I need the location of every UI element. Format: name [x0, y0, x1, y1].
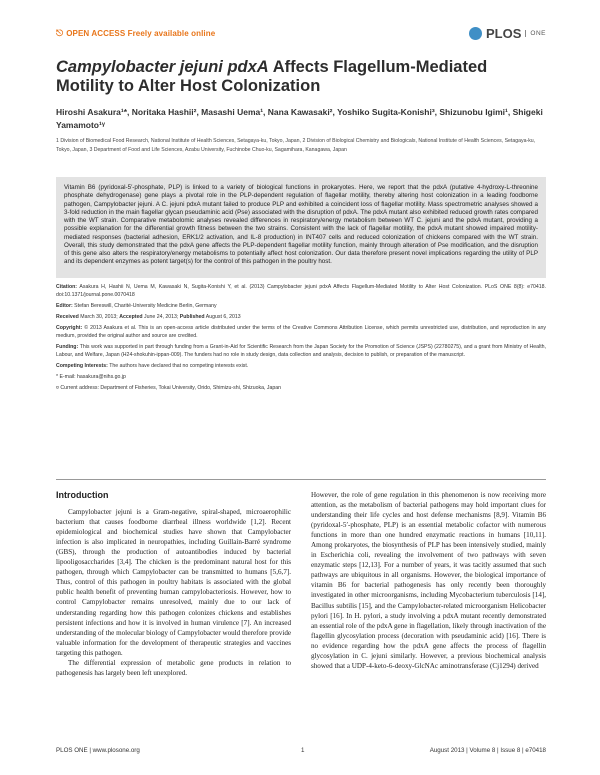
- affiliations: 1 Division of Biomedical Food Research, National Institute of Health Sciences, Setagaya-ku, Tokyo, Japan, 2 Division of Biological Chemistry and Biologicals, National Institute of Health Sciences, Setagaya-ku, Tokyo, Japan, 3 Department of Food and Life Sciences, Azabu University, Fuchinobe Chuo-ku, Sagamihara, Kanagawa, Japan: [56, 138, 536, 153]
- body-paragraph: The differential expression of metabolic gene products in relation to pathogenesis has largely been left unexplored.: [56, 658, 291, 677]
- section-heading-introduction: Introduction: [56, 490, 109, 500]
- section-divider: [56, 479, 546, 480]
- plos-one-sub: ONE: [525, 30, 546, 37]
- abstract-text: Vitamin B6 (pyridoxal-5′-phosphate, PLP) is linked to a variety of biological functions in prokaryotes. Here, we report that the pdxA (putative 4-hydroxy-L-threonine phosphate dehydrogenase) gene plays a pivotal role in the PLP-dependent regulation of flagellar motility, thereby altering host colonization in a leading foodborne pathogen, Campylobacter jejuni. A C. jejuni pdxA mutant failed to produce PLP and exhibited a coincident loss of flagellar motility. Mass spectrometric analyses showed a 3-fold reduction in the main flagellar glycan pseudaminic acid (Pse) associated with the disruption of pdxA. The pdxA mutant also exhibited reduced growth rates compared with the WT strain. Comparative metabolomic analyses revealed differences in respiratory/energy metabolism between WT C. jejuni and the pdxA mutant, providing a possible explanation for the differential growth fitness between the two strains. Consistent with the lack of flagellar motility, the pdxA mutant showed impaired motility-mediated responses (bacterial adhesion, ERK1/2 activation, and IL-8 production) in INT407 cells and reduced colonization of chickens compared with the WT strain. Overall, this study demonstrated that the pdxA gene affects the PLP-dependent flagellar motility function, mainly through alteration of Pse modification, and the disruption of this gene also alters the respiratory/energy metabolisms to potentially affect host colonization. Our data therefore present novel implications regarding the utility of PLP and its dependent enzymes as potent target(s) for the control of this pathogen in the poultry host.: [64, 184, 538, 266]
- current-address: ¤ Current address: Department of Fisheries, Tokai University, Orido, Shimizu-shi, Shizuoka, Japan: [56, 385, 281, 391]
- journal-header: [56, 24, 546, 42]
- body-paragraph: Campylobacter jejuni is a Gram-negative, spiral-shaped, microaerophilic bacterium that causes foodborne diarrheal illness worldwide [1,2]. Recent epidemiological and biochemical studies have shown that Campylobacter infection is also implicated in neuropathies, including Guillain-Barré syndrome (GBS), through the production of autoantibodies induced by bacterial lipooligosaccharides [3,4]. The chicken is the predominant natural host for this pathogen, through which Campylobacter can be transmitted to humans [5,6,7]. Thus, control of this pathogen in poultry habitats is associated with the global public health benefit of preventing human campylobacteriosis. However, how to control Campylobacter remains unresolved, mainly due to our lack of understanding regarding how this pathogen colonizes chickens and establishes persistent infections and how it is involved in human virulence [7]. An increased understanding of the molecular biology of Campylobacter would therefore provide valuable information for the development of therapeutic strategies and vaccines targeting this pathogen.: [56, 508, 292, 657]
- copyright: Copyright: © 2013 Asakura et al. This is an open-access article distributed under the terms of the Creative Commons Attribution License, which permits unrestricted use, distribution, and reproduction in any medium, provided the original author and source are credited.: [56, 325, 546, 339]
- body-paragraph: However, the role of gene regulation in this phenomenon is now receiving more attention, as the metabolism of bacterial pathogens may hold important clues for understanding their life cycles and host defense mechanisms [8,9]. Vitamin B6 (pyridoxal-5′-phosphate, PLP) is an essential metabolic cofactor with numerous functions in more than one hundred enzymatic reactions in humans [10,11]. Among prokaryotes, the biosynthesis of PLP has been intensively studied, mainly in Escherichia coli, revealing the involvement of two pathways with seven enzymatic steps [12,13]. For a number of years, it was tacitly assumed that such pathways are ubiquitous in all organisms. However, the biological importance of vitamin B6 for bacterial pathogenesis has only recently been thoroughly investigated in other microorganisms, including Mycobacterium tuberculosis [14], Bacillus subtilis [15], and the Campylobacter-related microorganism Helicobacter pylori [16]. In H. pylori, a study involving a pdxA mutant recently demonstrated an essential role of the pdxA gene in flagellation, likely through inactivation of the flagellin glycosylation process (decoration with pseudaminic acid) [16]. There is no evidence regarding how the pdxA gene affects the process of flagellin glycosylation in C. jejuni similarly. However, a previous biochemical analysis showed that a UDP-4-keto-6-deoxy-GlcNAc aminotransferase (Cj1294) derived: [311, 491, 546, 670]
- open-access-lock-icon: ⎋: [56, 27, 64, 38]
- body-column-right: [311, 490, 546, 671]
- dates: Received March 30, 2013; Accepted June 24, 2013; Published August 6, 2013: [56, 314, 241, 320]
- corresponding-email[interactable]: * E-mail: hasakura@nihs.go.jp: [56, 374, 126, 380]
- article-title-rest: Affects Flagellum-Mediated Motility to Alter Host Colonization: [56, 58, 488, 95]
- author-list: Hiroshi Asakura¹*, Noritaka Hashii², Masashi Uema¹, Nana Kawasaki², Yoshiko Sugita-Konishi³, Shizunobu Igimi¹, Shigeki Yamamoto¹ᵞ: [56, 107, 543, 130]
- citation: Citation: Asakura H, Hashii N, Uema M, Kawasaki N, Sugita-Konishi Y, et al. (2013) Campylobacter jejuni pdxA Affects Flagellum-Mediated Motility to Alter Host Colonization. PLoS ONE 8(8): e70418. doi:10.1371/journal.pone.0070418: [56, 284, 547, 298]
- article-title: [56, 58, 546, 96]
- page-footer: [56, 744, 546, 756]
- editor: Editor: Stefan Bereswill, Charité-University Medicine Berlin, Germany: [56, 303, 217, 309]
- article-title-italic: Campylobacter jejuni pdxA: [56, 58, 269, 76]
- plos-brand: PLOS: [486, 25, 522, 41]
- plos-one-logo: [469, 26, 546, 41]
- footer-journal-link[interactable]: PLOS ONE | www.plosone.org: [56, 746, 140, 754]
- body-column-left: [56, 490, 291, 678]
- page-number: 1: [301, 746, 305, 754]
- abstract-box: [56, 177, 546, 278]
- article-metadata: [56, 283, 546, 395]
- footer-issue: August 2013 | Volume 8 | Issue 8 | e70418: [429, 746, 546, 754]
- competing-interests: Competing Interests: The authors have declared that no competing interests exist.: [56, 363, 249, 369]
- plos-logo-icon: [469, 27, 482, 40]
- funding: Funding: This work was supported in part through funding from a Grant-in-Aid for Scientific Research from the Japan Society for the Promotion of Science (JSPS) (22780275), and a grant from Ministry of Health, Labour, and Welfare, Japan (H24-shokuhin-ippan-009). The funders had no role in study design, data collection and analysis, decision to publish, or preparation of the manuscript.: [56, 344, 546, 358]
- open-access-label: [56, 28, 215, 39]
- open-access-text: OPEN ACCESS Freely available online: [66, 28, 216, 38]
